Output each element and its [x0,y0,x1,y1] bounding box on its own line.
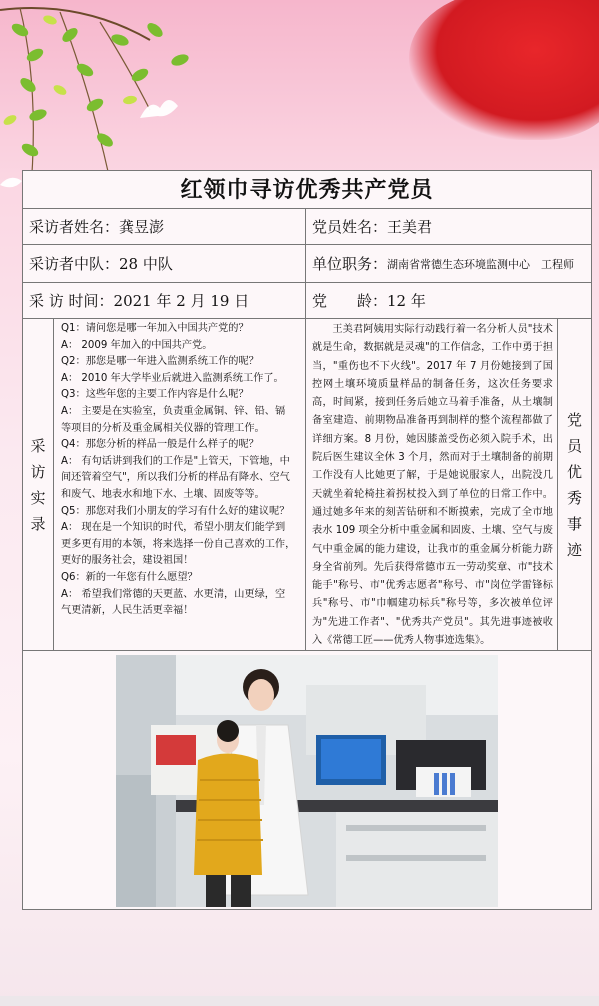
vertical-char: 访 [30,462,46,481]
vertical-char: 优 [566,462,582,481]
qa-line: 气更清新，人民生活更幸福！ [61,605,194,617]
vertical-char: 实 [30,488,46,507]
vertical-char: 录 [30,514,46,533]
vertical-char: 事 [566,514,582,533]
row-time-age [23,283,591,319]
qa-line: Q1：请问您是哪一年加入中国共产党的？ [61,323,249,334]
interviewer-name-label: 采访者姓名： [29,218,120,236]
qa-line: Q2：那您是哪一年进入监测系统工作的呢？ [61,356,259,368]
row-names [23,209,591,245]
qa-line: Q6：新的一年您有什么愿望？ [61,571,198,583]
story-text: 王美君阿姨用实际行动践行着一名分析人员"技术就是生命，数据就是灵魂"的工作信念，工作中勇于担当，"重伤也不下火线"。2017 年 7 月份她接到了国控网土壤环境质量样品的制备任务，这次任务要求高，时间紧，接到任务后她立马着手准备，从土壤制备室建造、前期物品准备再到制样的整个流程都做了详细方案。8 月份，她因膝盖受伤必须入院手术，出院后医生建议全休 3 个月，然而对于土壤制备的前期工作没有人比她更了解，于是她说服家人，出院没几天就坐着轮椅拄着拐杖投入到了单位的日常工作中。通过她多年来的刻苦钻研和不断摸索，完成了全市地表水 109 项全分析中重金属和固废、土壤、空气与废气中重金属的能力建设，让我市的重金属分析能力跻身全省前列。先后获得常德市五一劳动奖章、市"技术能手"称号、市"优秀志愿者"称号、市"岗位学雷锋标兵"称号、市"巾帼建功标兵"称号等，多次被单位评为"先进工作者"、"优秀共产党员"。其先进事迹被收入《常德工匠——优秀人物事迹选集》。 [306,319,558,650]
squad-cell [23,245,306,282]
interview-photo [116,655,498,907]
interview-record-heading [23,319,54,650]
vertical-char: 迹 [566,540,582,559]
qa-line: 更好的服务社会，建设祖国！ [61,555,194,567]
party-age-label: 党 龄： [312,292,388,310]
record-sheet [22,170,592,910]
qa-line: A： 2010 年大学毕业后就进入监测系统工作了。 [61,372,284,384]
qa-line: 等项目的分析及重金属相关仪器的管理工作。 [61,422,265,434]
qa-line: A： 现在是一个知识的时代，希望小朋友们能学到 [61,522,286,534]
outstanding-deeds-heading [558,319,591,650]
qa-line: Q5：那您对我们小朋友的学习有什么好的建议呢？ [61,505,290,517]
vertical-char: 党 [566,410,582,429]
position-label: 单位职务： [312,255,388,273]
qa-line: A： 主要是在实验室，负责重金属铜、锌、铅、镉 [61,405,286,417]
qa-line: A： 有句话讲到我们的工作是"上管天，下管地，中 [61,455,290,467]
qa-line: 和废气、地表水和地下水、土壤、固废等等。 [61,488,265,500]
position-value: 湖南省常德生态环境监测中心 工程师 [387,257,575,271]
member-name-label: 党员姓名： [312,218,388,236]
member-name-value: 王美君 [387,218,433,236]
party-age-value: 12 年 [387,292,426,310]
interview-time-cell [23,283,306,318]
qa-line: A： 希望我们常德的天更蓝、水更清，山更绿，空 [61,588,286,600]
qa-line: Q4：那您分析的样品一般是什么样子的呢？ [61,439,259,451]
interviewer-name-cell [23,209,306,244]
vertical-char: 员 [566,436,582,455]
row-records [23,319,591,651]
vertical-char: 采 [30,436,46,455]
bottom-strip [0,996,599,1006]
qa-line: A： 2009 年加入的中国共产党。 [61,339,213,351]
party-age-cell [306,283,591,318]
interview-time-label: 采 访 时间： [29,292,114,310]
interview-time-value: 2021 年 2 月 19 日 [113,292,250,310]
position-cell [306,245,591,282]
qa-line: Q3：这些年您的主要工作内容是什么呢？ [61,389,249,401]
row-squad-position [23,245,591,283]
squad-value: 28 中队 [119,255,173,273]
member-name-cell [306,209,591,244]
squad-label: 采访者中队： [29,255,120,273]
page-title: 红领巾寻访优秀共产党员 [23,171,591,209]
interview-qa-list [53,319,306,650]
red-flag-decoration [409,0,599,140]
vertical-char: 秀 [566,488,582,507]
qa-line: 间还管着空气"，所以我们分析的样品有降水、空气 [61,472,290,484]
interviewer-name-value: 龚昱澎 [119,218,165,236]
qa-line: 更多更有用的本领，将来选择一份自己喜欢的工作， [61,538,296,550]
